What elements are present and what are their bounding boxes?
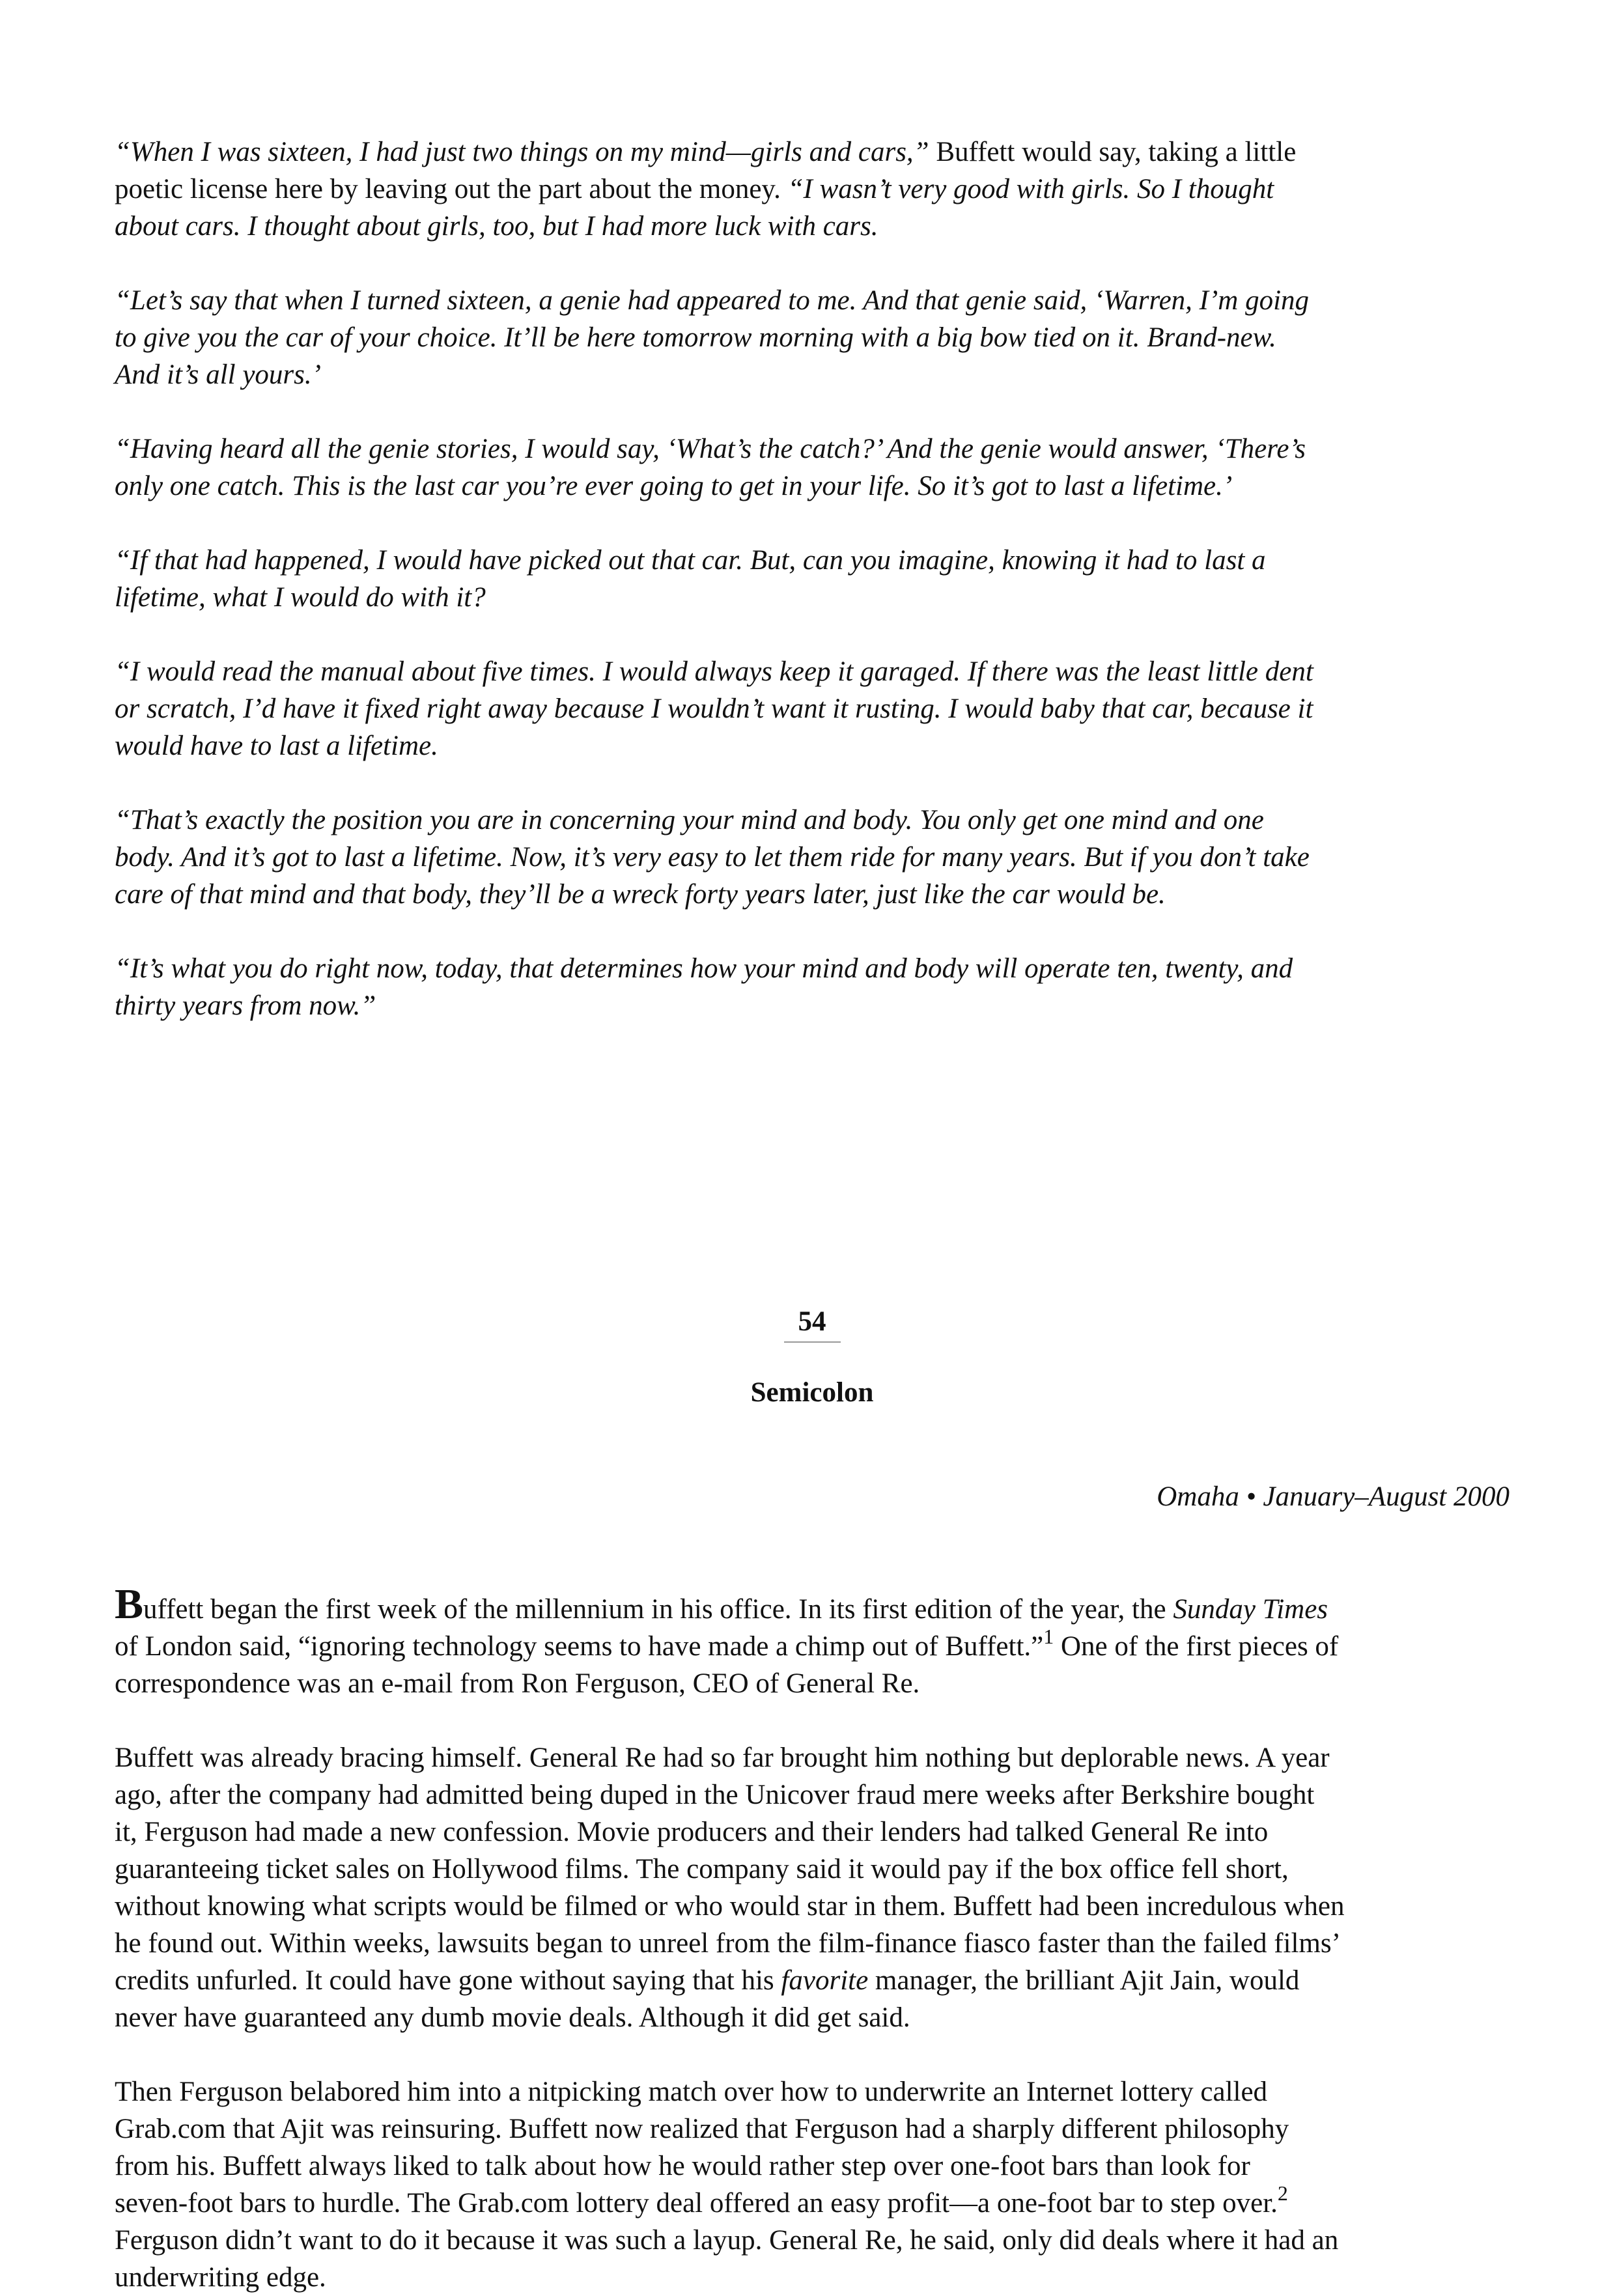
text-line [115,2148,1515,2185]
drop-cap: B [115,1580,144,1628]
text-line [115,1851,1515,1888]
chapter-dateline: Omaha • January–August 2000 [1157,1481,1510,1512]
text-line [115,1962,1515,1999]
text-line [115,1739,1515,1776]
quote-block [115,133,1515,1024]
body-paragraph [115,1580,1515,1702]
text-line [115,950,1515,987]
quote-paragraph [115,653,1515,764]
italic-text: care of that mind and that body, they’ll be a wreck forty years later, just like the car would be. [115,879,1166,910]
italic-text: or scratch, I’d have it fixed right away because I wouldn’t want it rusting. I would baby that car, because it [115,693,1313,724]
body-paragraph [115,2073,1515,2296]
roman-text: Buffett was already bracing himself. General Re had so far brought him nothing but deplorable news. A year [115,1743,1330,1773]
italic-text: would have to last a lifetime. [115,731,438,761]
text-line [115,876,1515,913]
italic-text: “When I was sixteen, I had just two things on my mind—girls and cars,” [115,137,929,167]
roman-text: from his. Buffett always liked to talk about how he would rather step over one-foot bars than look for [115,2151,1250,2181]
chapter-number [115,1303,1510,1343]
chapter-number-text: 54 [784,1303,841,1343]
text-line [115,1776,1515,1813]
roman-text: uffett began the first week of the millennium in his office. In its first edition of the year, the [143,1594,1173,1625]
page-content [115,133,1515,2293]
roman-text: poetic license here by leaving out the part about the money. [115,174,788,204]
roman-text: never have guaranteed any dumb movie deals. Although it did get said. [115,2002,910,2033]
text-line [115,1888,1515,1925]
paragraph-gap [115,245,1515,282]
italic-text: And it’s all yours.’ [115,359,321,390]
italic-text: about cars. I thought about girls, too, but I had more luck with cars. [115,211,878,242]
text-line [115,839,1515,876]
text-line [115,282,1515,319]
text-line [115,430,1515,468]
quote-paragraph [115,950,1515,1024]
text-line [115,2073,1515,2110]
text-line [115,690,1515,727]
roman-text: ago, after the company had admitted being duped in the Unicover fraud mere weeks after Berkshire bought [115,1780,1315,1810]
paragraph-gap [115,764,1515,802]
text-line [115,653,1515,690]
text-line [115,319,1515,356]
text-line [115,2222,1515,2259]
footnote-marker: 1 [1043,1625,1054,1648]
roman-text: Grab.com that Ajit was reinsuring. Buffett now realized that Ferguson had a sharply different philosophy [115,2114,1289,2144]
roman-text: Buffett would say, taking a little [929,137,1297,167]
roman-text: of London said, “ignoring technology seems to have made a chimp out of Buffett.” [115,1631,1044,1662]
italic-text: “It’s what you do right now, today, that determines how your mind and body will operate ten, twenty, and [115,953,1293,984]
roman-text: One of the first pieces of [1054,1631,1339,1662]
text-line [115,468,1515,505]
italic-text: “Having heard all the genie stories, I would say, ‘What’s the catch?’ And the genie would answer, ‘There’s [115,434,1306,464]
roman-text: he found out. Within weeks, lawsuits began to unreel from the film-finance fiasco faster than the failed films’ [115,1928,1341,1959]
chapter-title: Semicolon [750,1377,874,1408]
text-line [115,2259,1515,2296]
italic-text: lifetime, what I would do with it? [115,582,486,613]
quote-paragraph [115,282,1515,393]
italic-text: to give you the car of your choice. It’ll be here tomorrow morning with a big bow tied on it. Brand-new. [115,322,1276,353]
quote-paragraph [115,133,1515,245]
italic-text: “Let’s say that when I turned sixteen, a genie had appeared to me. And that genie said, ‘Warren, I’m going [115,285,1310,316]
italic-text: “I wasn’t very good with girls. So I thought [787,174,1274,204]
text-line [115,542,1515,579]
text-line [115,171,1515,208]
quote-paragraph [115,802,1515,913]
roman-text: manager, the brilliant Ajit Jain, would [868,1965,1300,1996]
paragraph-gap [115,616,1515,653]
quote-paragraph [115,430,1515,505]
paragraph-gap [115,913,1515,950]
text-line [115,1925,1515,1962]
italic-text: “That’s exactly the position you are in concerning your mind and body. You only get one mind and one [115,805,1264,835]
paragraph-gap [115,1702,1515,1739]
text-line [115,802,1515,839]
text-line [115,2181,1515,2222]
body-paragraph [115,1739,1515,2036]
text-line [115,133,1515,171]
italic-text: favorite [781,1965,869,1996]
paragraph-gap [115,505,1515,542]
roman-text: Then Ferguson belabored him into a nitpicking match over how to underwrite an Internet lottery called [115,2077,1268,2107]
italic-text: body. And it’s got to last a lifetime. Now, it’s very easy to let them ride for many years. But if you don’t take [115,842,1310,873]
text-line [115,579,1515,616]
roman-text: seven-foot bars to hurdle. The Grab.com lottery deal offered an easy profit—a one-foot bar to step over. [115,2188,1278,2219]
roman-text: it, Ferguson had made a new confession. Movie producers and their lenders had talked General Re into [115,1817,1269,1847]
italic-text: only one catch. This is the last car you’re ever going to get in your life. So it’s got to last a lifetime.’ [115,471,1233,501]
text-line [115,727,1515,764]
text-line [115,2110,1515,2148]
chapter-body [115,1580,1515,2296]
text-line [115,356,1515,393]
text-line [115,208,1515,245]
text-line [115,1625,1515,1665]
text-line [115,1580,1515,1628]
paragraph-gap [115,393,1515,430]
roman-text: without knowing what scripts would be filmed or who would star in them. Buffett had been incredulous when [115,1891,1345,1922]
italic-text: Sunday Times [1173,1594,1328,1625]
italic-text: thirty years from now.” [115,990,376,1021]
italic-text: “I would read the manual about five times. I would always keep it garaged. If there was the least little dent [115,656,1313,687]
text-line [115,1813,1515,1851]
roman-text: Ferguson didn’t want to do it because it was such a layup. General Re, he said, only did deals where it had an [115,2225,1339,2256]
text-line [115,1665,1515,1702]
footnote-marker: 2 [1277,2181,1288,2205]
roman-text: credits unfurled. It could have gone without saying that his [115,1965,781,1996]
quote-paragraph [115,542,1515,616]
text-line [115,987,1515,1024]
paragraph-gap [115,2036,1515,2073]
roman-text: underwriting edge. [115,2262,326,2293]
text-line [115,1999,1515,2036]
roman-text: guaranteeing ticket sales on Hollywood films. The company said it would pay if the box office fell short, [115,1854,1289,1884]
italic-text: “If that had happened, I would have picked out that car. But, can you imagine, knowing it had to last a [115,545,1266,576]
roman-text: correspondence was an e-mail from Ron Ferguson, CEO of General Re. [115,1668,920,1699]
